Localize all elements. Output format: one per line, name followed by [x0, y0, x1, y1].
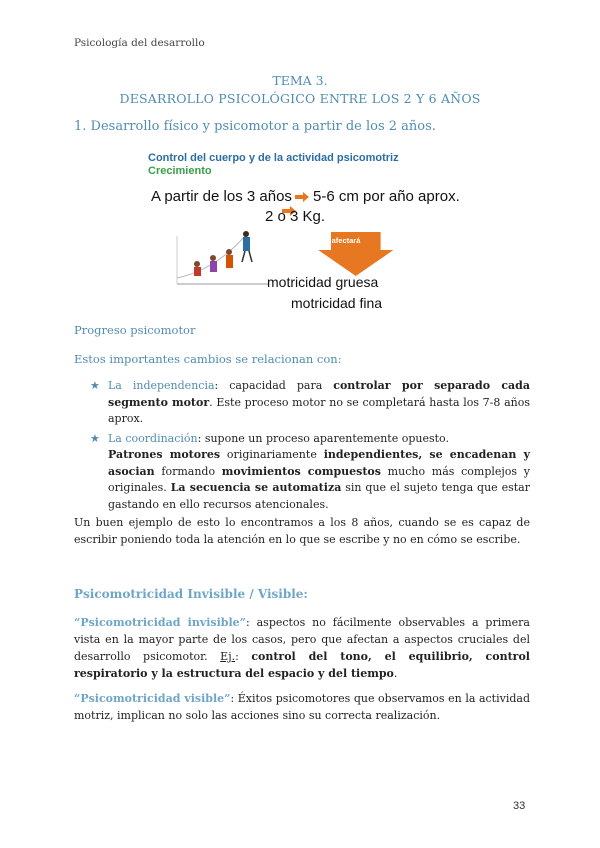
bullet-coordinacion — [90, 431, 530, 514]
paragraph-invisible — [74, 614, 530, 682]
paragraph-strong: control del tono, el equilibrio, control respiratorio y la estructura del espacio y del tiempo — [74, 650, 530, 680]
bullet-text: : supone un proceso aparentemente opuesto. — [197, 431, 449, 445]
psicomotricidad-heading: Psicomotricidad Invisible / Visible: — [74, 587, 308, 601]
section-heading: 1. Desarrollo físico y psicomotor a partir de los 2 años. — [74, 119, 436, 134]
cambios-intro: Estos importantes cambios se relacionan con: — [74, 352, 342, 366]
bullet-text: : capacidad para — [214, 379, 334, 392]
term-invisible: “Psicomotricidad invisible” — [74, 616, 246, 629]
paragraph-text: . — [393, 667, 398, 680]
orange-arrow-icon — [295, 192, 309, 202]
bullet-strong: independientes, se encadenan y asocian — [108, 448, 530, 478]
bullet-text: sin que el sujeto tenga que estar gastando en ello recursos atencionales. — [108, 481, 530, 511]
figure-arrow-label: afectará — [331, 236, 361, 245]
page-number: 33 — [513, 800, 526, 812]
bullet-strong: La secuencia se automatiza — [170, 481, 342, 494]
bullet-independencia — [90, 378, 530, 428]
figure-weight-text: 2 o 3 Kg. — [265, 208, 326, 225]
paragraph-visible — [74, 690, 530, 724]
star-icon: ★ — [90, 379, 100, 392]
figure-age-text: A partir de los 3 años — [151, 188, 292, 205]
growth-figure — [145, 150, 465, 318]
subheading-progreso: Progreso psicomotor — [74, 323, 196, 337]
bullet-strong: Patrones motores — [108, 448, 221, 461]
chapter-number: TEMA 3. — [272, 73, 328, 88]
paragraph-text: : aspectos no fácilmente observables a primera vista en la mayor parte de los casos, pero que afectan a aspectos cruciales del desarrollo psicomotor. — [74, 616, 530, 663]
figure-height-text: 5-6 cm por año aprox. — [313, 188, 460, 205]
term-visible: “Psicomotricidad visible” — [74, 692, 231, 705]
paragraph-ejemplo: Un buen ejemplo de esto lo encontramos a los 8 años, cuando se es capaz de escribir poniendo toda la atención en lo que se escribe y no en cómo se escribe. — [74, 516, 530, 546]
growing-children-illustration — [175, 226, 270, 288]
figure-result-gross: motricidad gruesa — [267, 274, 379, 290]
bullet-text: originariamente — [220, 448, 324, 461]
bullet-list — [90, 378, 530, 513]
bullet-term: La independencia — [108, 379, 215, 392]
bullet-text: . Este proceso motor no se completará hasta los 7-8 años aprox. — [108, 395, 530, 425]
running-header: Psicología del desarrollo — [74, 37, 205, 49]
bullet-text: mucho más complejos y originales. — [108, 464, 530, 494]
star-icon: ★ — [90, 431, 100, 445]
chapter-title: DESARROLLO PSICOLÓGICO ENTRE LOS 2 Y 6 AÑOS — [119, 91, 481, 106]
figure-title: Control del cuerpo y de la actividad psicomotriz — [148, 152, 399, 164]
bullet-term: La coordinación — [108, 431, 198, 445]
paragraph-text: : Éxitos psicomotores que observamos en la actividad motriz, implican no solo las acciones sino su correcta realización. — [74, 692, 530, 722]
bullet-text: formando — [154, 464, 222, 478]
figure-subtitle: Crecimiento — [148, 165, 212, 177]
bullet-strong: movimientos compuestos — [221, 464, 381, 478]
example-abbrev: Ej. — [220, 650, 236, 663]
bullet-strong: controlar por separado cada segmento motor — [108, 379, 530, 409]
paragraph-text: : — [235, 650, 252, 663]
figure-result-fine: motricidad fina — [291, 295, 383, 311]
